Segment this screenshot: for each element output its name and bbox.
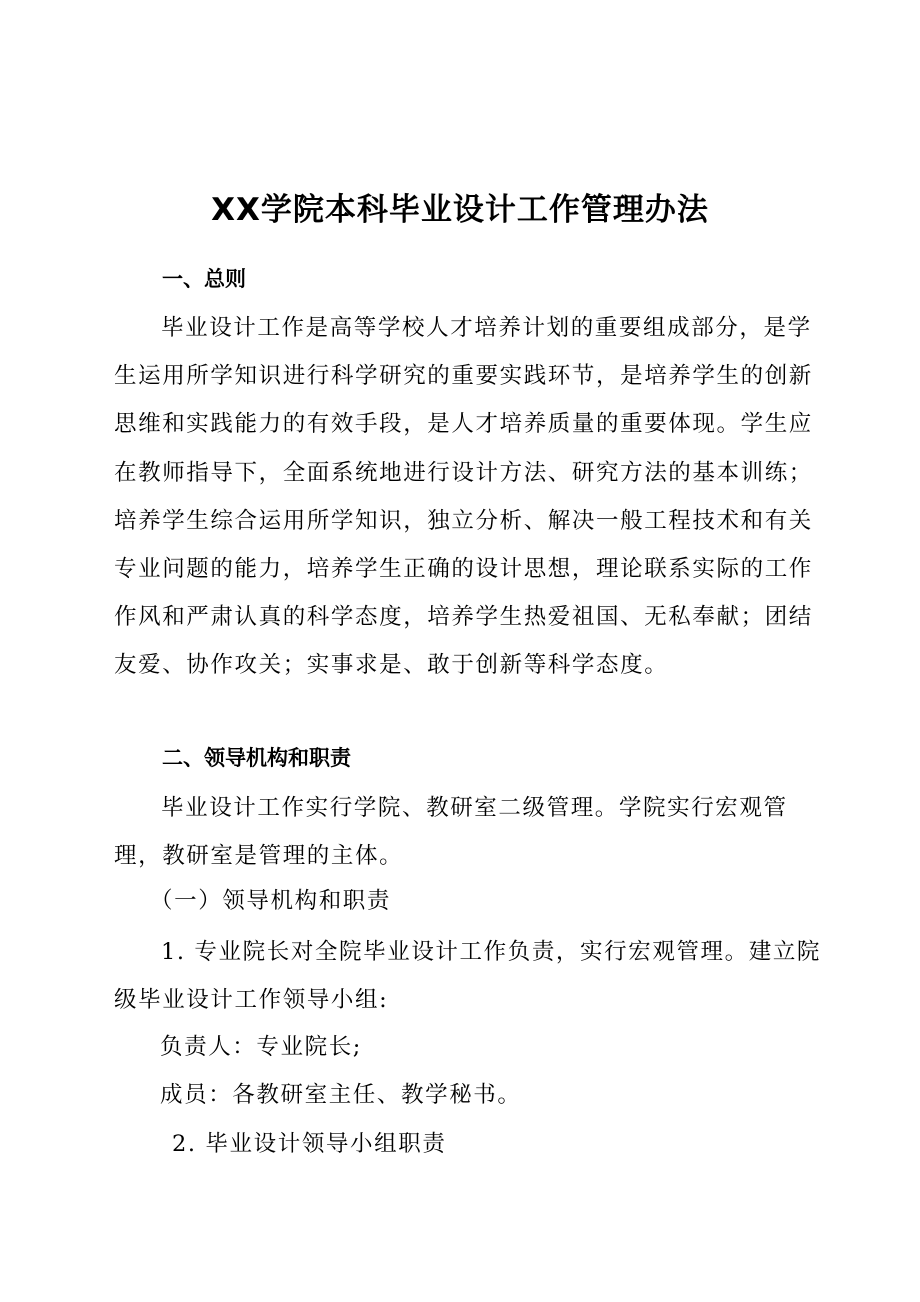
section-heading-leadership: 二、领导机构和职责 xyxy=(162,746,351,770)
leader-line: 负责人：专业院长; xyxy=(160,1034,362,1060)
document-title: XX学院本科毕业设计工作管理办法 xyxy=(211,192,709,228)
members-line: 成员：各教研室主任、教学秘书。 xyxy=(160,1082,522,1108)
section-heading-general: 一、总则 xyxy=(162,267,246,291)
list-item-1: 1. 专业院长对全院毕业设计工作负责，实行宏观管理。建立院级毕业设计工作领导小组: xyxy=(114,939,822,1014)
section-leadership-paragraph: 毕业设计工作实行学院、教研室二级管理。学院实行宏观管理，教研室是管理的主体。 xyxy=(114,795,788,870)
subheading-leadership-bodies: （一）领导机构和职责 xyxy=(150,888,392,914)
list-item-2: 2. 毕业设计领导小组职责 xyxy=(172,1131,447,1157)
section-general-paragraph: 毕业设计工作是高等学校人才培养计划的重要组成部分，是学生运用所学知识进行科学研究的重要实践环节，是培养学生的创新思维和实践能力的有效手段，是人才培养质量的重要体现。学生应在教师指导下，全面系统地进行设计方法、研究方法的基本训练；培养学生综合运用所学知识，独立分析、解决一般工程技术和有关专业问题的能力，培养学生正确的设计思想，理论联系实际的工作作风和严肃认真的科学态度，培养学生热爱祖国、无私奉献；团结友爱、协作攻关；实事求是、敢于创新等科学态度。 xyxy=(114,315,813,679)
